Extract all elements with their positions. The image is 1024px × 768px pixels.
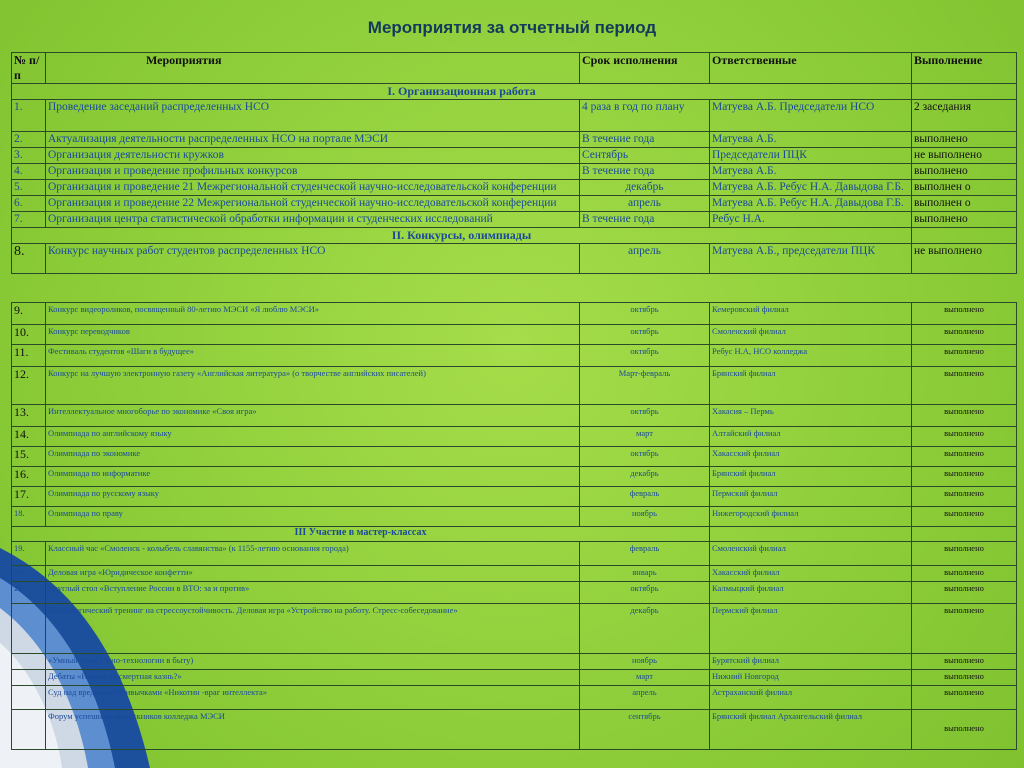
- table-row: [12, 100, 1017, 132]
- row-done: выполнено: [912, 345, 1017, 367]
- row-term: декабрь: [580, 604, 710, 654]
- row-event: Фестиваль студентов «Шаги в будущее»: [46, 345, 580, 367]
- row-event: Конкурс переводчиков: [46, 325, 580, 345]
- row-number: 2.: [12, 132, 46, 148]
- row-number: [12, 604, 46, 654]
- row-done: выполнено: [912, 132, 1017, 148]
- row-term: 4 раза в год по плану: [580, 100, 710, 132]
- row-term: декабрь: [580, 180, 710, 196]
- row-responsible: Брянский филиал: [710, 467, 912, 487]
- row-responsible: Калмыцкий филиал: [710, 582, 912, 604]
- row-number: 3.: [12, 148, 46, 164]
- row-number: [12, 654, 46, 670]
- row-event: Конкурс видеороликов, посвященный 80-летию МЭСИ «Я люблю МЭСИ»: [46, 303, 580, 325]
- table-row: [12, 686, 1017, 710]
- row-event: Организация и проведение профильных конкурсов: [46, 164, 580, 180]
- row-event: Актуализация деятельности распределенных НСО на портале МЭСИ: [46, 132, 580, 148]
- row-term: ноябрь: [580, 507, 710, 527]
- row-number: [12, 710, 46, 750]
- row-event: Организация деятельности кружков: [46, 148, 580, 164]
- row-event: Конкурс научных работ студентов распределенных НСО: [46, 244, 580, 274]
- table-row: [12, 405, 1017, 427]
- row-term: Сентябрь: [580, 148, 710, 164]
- row-number: 21.: [12, 582, 46, 604]
- section-row: [12, 228, 1017, 244]
- row-event: Классный час «Смоленск - колыбель славянства» (к 1155-летию основания города): [46, 542, 580, 566]
- row-number: 10.: [12, 325, 46, 345]
- row-term: октябрь: [580, 303, 710, 325]
- row-event: Олимпиада по английскому языку: [46, 427, 580, 447]
- row-responsible: Астраханский филиал: [710, 686, 912, 710]
- row-responsible: Пермский филиал: [710, 487, 912, 507]
- table-header-row: [12, 53, 1017, 84]
- row-done: выполнено: [912, 367, 1017, 405]
- table-row: [12, 604, 1017, 654]
- row-number: 6.: [12, 196, 46, 212]
- row-responsible: Смоленский филиал: [710, 325, 912, 345]
- row-number: 9.: [12, 303, 46, 325]
- table-row: [12, 427, 1017, 447]
- row-done: выполнено: [912, 487, 1017, 507]
- table-row: [12, 244, 1017, 274]
- row-responsible: Пермский филиал: [710, 604, 912, 654]
- row-responsible: Алтайский филиал: [710, 427, 912, 447]
- table-row: [12, 487, 1017, 507]
- row-responsible: Матуева А.Б. Председатели НСО: [710, 100, 912, 132]
- events-table-top: [11, 52, 1017, 274]
- row-term: В течение года: [580, 212, 710, 228]
- header-term: Срок исполнения: [580, 53, 710, 84]
- row-event: Проведение заседаний распределенных НСО: [46, 100, 580, 132]
- row-event: Олимпиада по праву: [46, 507, 580, 527]
- events-table-bottom: [11, 302, 1017, 750]
- table-row: [12, 325, 1017, 345]
- row-done: выполнено: [912, 467, 1017, 487]
- table-row: [12, 670, 1017, 686]
- row-responsible: Хакасский филиал: [710, 447, 912, 467]
- row-number: 15.: [12, 447, 46, 467]
- table-row: [12, 654, 1017, 670]
- page-title: Мероприятия за отчетный период: [367, 18, 657, 37]
- row-done: выполнено: [912, 405, 1017, 427]
- row-responsible: Матуева А.Б. Ребус Н.А. Давыдова Г.Б.: [710, 180, 912, 196]
- row-event: Олимпиада по экономике: [46, 447, 580, 467]
- row-done: выполнен о: [912, 180, 1017, 196]
- row-number: 11.: [12, 345, 46, 367]
- row-done: выполнено: [912, 604, 1017, 654]
- row-responsible: Матуева А.Б., председатели ПЦК: [710, 244, 912, 274]
- row-responsible: Нижегородский филиал: [710, 507, 912, 527]
- header-done: Выполнение: [912, 53, 1017, 84]
- row-term: апрель: [580, 196, 710, 212]
- row-number: 4.: [12, 164, 46, 180]
- row-responsible: Матуева А.Б.: [710, 132, 912, 148]
- row-number: 13.: [12, 405, 46, 427]
- row-event: Деловая игра «Юридическое конфетти»: [46, 566, 580, 582]
- row-done: 2 заседания: [912, 100, 1017, 132]
- row-event: Организация центра статистической обработки информации и студенческих исследований: [46, 212, 580, 228]
- row-number: [12, 670, 46, 686]
- row-term: март: [580, 427, 710, 447]
- row-responsible: Нижний Новгород: [710, 670, 912, 686]
- row-done: выполнено: [912, 686, 1017, 710]
- row-number: 14.: [12, 427, 46, 447]
- row-done: выполнено: [912, 303, 1017, 325]
- row-responsible: Хакасия – Пермь: [710, 405, 912, 427]
- row-responsible: Кемеровский филиал: [710, 303, 912, 325]
- row-number: 12.: [12, 367, 46, 405]
- row-event: «Умный дом» (нано-технологии в быту): [46, 654, 580, 670]
- row-number: 19.: [12, 542, 46, 566]
- row-term: октябрь: [580, 405, 710, 427]
- header-responsible: Ответственные: [710, 53, 912, 84]
- row-done: выполнено: [912, 654, 1017, 670]
- table-row: [12, 566, 1017, 582]
- table-row: [12, 542, 1017, 566]
- row-event: Психологический тренинг на стрессоустойчивость. Деловая игра «Устройство на работу. Стресс-собеседование»: [46, 604, 580, 654]
- row-done: выполнено: [912, 566, 1017, 582]
- row-term: В течение года: [580, 164, 710, 180]
- row-term: март: [580, 670, 710, 686]
- row-event: Интеллектуальное многоборье по экономике «Своя игра»: [46, 405, 580, 427]
- table-row: [12, 447, 1017, 467]
- section-title: I. Организационная работа: [12, 84, 912, 100]
- row-number: 16.: [12, 467, 46, 487]
- row-term: сентябрь: [580, 710, 710, 750]
- table-row: [12, 164, 1017, 180]
- row-responsible: Матуева А.Б.: [710, 164, 912, 180]
- row-responsible: Хакасский филиал: [710, 566, 912, 582]
- table-row: [12, 303, 1017, 325]
- table-row: [12, 710, 1017, 750]
- row-done: выполнено: [912, 325, 1017, 345]
- table-row: [12, 180, 1017, 196]
- row-done: выполнено: [912, 670, 1017, 686]
- table-row: [12, 507, 1017, 527]
- section-title: III Участие в мастер-классах: [12, 527, 710, 542]
- row-done: выполнено: [912, 447, 1017, 467]
- row-number: 20.: [12, 566, 46, 582]
- row-done: выполнено: [912, 507, 1017, 527]
- row-term: февраль: [580, 542, 710, 566]
- row-done: выполнено: [912, 710, 1017, 750]
- row-term: декабрь: [580, 467, 710, 487]
- section-title: II. Конкурсы, олимпиады: [12, 228, 912, 244]
- row-term: апрель: [580, 686, 710, 710]
- row-responsible: Смоленский филиал: [710, 542, 912, 566]
- section-row: [12, 84, 1017, 100]
- row-term: октябрь: [580, 447, 710, 467]
- row-responsible: Матуева А.Б. Ребус Н.А. Давыдова Г.Б.: [710, 196, 912, 212]
- row-done: выполнено: [912, 212, 1017, 228]
- table-row: [12, 132, 1017, 148]
- row-responsible: Председатели ПЦК: [710, 148, 912, 164]
- row-event: Круглый стол «Вступление России в ВТО: за и против»: [46, 582, 580, 604]
- row-done: не выполнено: [912, 244, 1017, 274]
- row-done: выполнено: [912, 542, 1017, 566]
- row-responsible: Брянский филиал: [710, 367, 912, 405]
- table-row: [12, 212, 1017, 228]
- row-number: 17.: [12, 487, 46, 507]
- row-number: 18.: [12, 507, 46, 527]
- row-responsible: Брянский филиал Архангельский филиал: [710, 710, 912, 750]
- table-row: [12, 467, 1017, 487]
- row-done: не выполнено: [912, 148, 1017, 164]
- row-term: апрель: [580, 244, 710, 274]
- row-responsible: Ребус Н.А.: [710, 212, 912, 228]
- row-term: ноябрь: [580, 654, 710, 670]
- row-event: Конкурс на лучшую электронную газету «Английская литература» (о творчестве английских писателей): [46, 367, 580, 405]
- row-event: Организация и проведение 22 Межрегиональной студенческой научно-исследовательской конференции: [46, 196, 580, 212]
- table-row: [12, 367, 1017, 405]
- row-term: В течение года: [580, 132, 710, 148]
- row-term: октябрь: [580, 325, 710, 345]
- table-row: [12, 148, 1017, 164]
- table-row: [12, 345, 1017, 367]
- table-row: [12, 582, 1017, 604]
- row-event: Форум успешных выпускников колледжа МЭСИ: [46, 710, 580, 750]
- row-number: 5.: [12, 180, 46, 196]
- header-event: Мероприятия: [46, 53, 580, 84]
- row-term: Март-февраль: [580, 367, 710, 405]
- row-event: Олимпиада по русскому языку: [46, 487, 580, 507]
- row-done: выполнен о: [912, 196, 1017, 212]
- row-number: 1.: [12, 100, 46, 132]
- row-term: октябрь: [580, 345, 710, 367]
- header-number: № п/п: [12, 53, 46, 84]
- section-row: [12, 527, 1017, 542]
- row-number: 8.: [12, 244, 46, 274]
- row-number: [12, 686, 46, 710]
- row-done: выполнено: [912, 164, 1017, 180]
- table-row: [12, 196, 1017, 212]
- row-responsible: Ребус Н.А, НСО колледжа: [710, 345, 912, 367]
- row-event: Олимпиада по информатике: [46, 467, 580, 487]
- row-event: Организация и проведение 21 Межрегиональной студенческой научно-исследовательской конференции: [46, 180, 580, 196]
- row-term: октябрь: [580, 582, 710, 604]
- row-number: 7.: [12, 212, 46, 228]
- row-event: Суд над вредными привычками «Никотин -враг интеллекта»: [46, 686, 580, 710]
- row-responsible: Бурятский филиал: [710, 654, 912, 670]
- row-term: февраль: [580, 487, 710, 507]
- row-event: Дебаты «Нужна ли смертная казнь?»: [46, 670, 580, 686]
- row-term: январь: [580, 566, 710, 582]
- row-done: выполнено: [912, 582, 1017, 604]
- row-done: выполнено: [912, 427, 1017, 447]
